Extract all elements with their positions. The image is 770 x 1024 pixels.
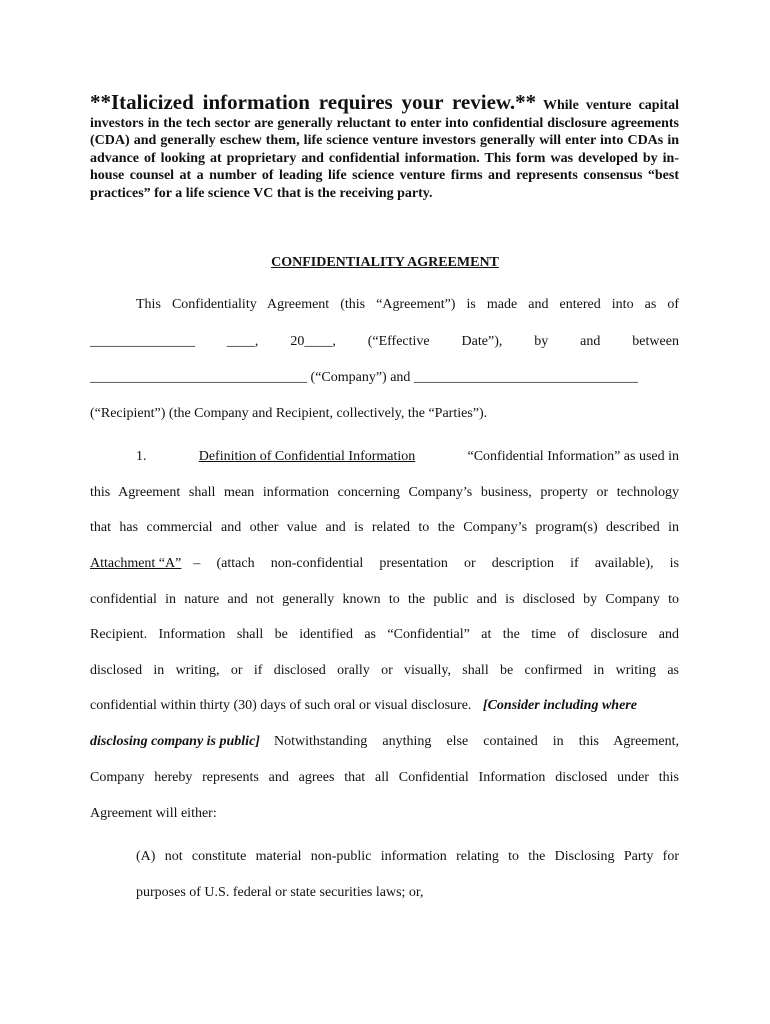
review-note-inline-2: disclosing company is public]: [90, 734, 260, 749]
agreement-title: CONFIDENTIALITY AGREEMENT: [271, 255, 499, 270]
section-1-number: 1.: [136, 449, 147, 464]
section-1-line-3: that has commercial and other value and is related to the Company’s program(s) described in: [90, 520, 679, 535]
review-note-inline: [Consider including where: [482, 698, 637, 713]
section-1-line-7: disclosed in writing, or if disclosed orally or visually, shall be confirmed in writing as: [90, 663, 679, 678]
section-1-line-5: confidential in nature and not generally known to the public and is disclosed by Company to: [90, 592, 679, 607]
section-1-line-11: Agreement will either:: [90, 806, 217, 821]
review-note-heading: **Italicized information requires your review.**: [90, 90, 537, 114]
year-blank: 20____,: [290, 334, 336, 349]
day-blank: ____,: [226, 334, 259, 349]
preamble-line-2: _______________ ____, 20____, (“Effective Date”), by and between: [90, 334, 679, 349]
attachment-a-reference: Attachment “A”: [90, 556, 182, 571]
preamble-line-3: _______________________________ (“Company”) and ________________________________: [90, 370, 638, 385]
clause-a-line-1: (A) not constitute material non-public information relating to the Disclosing Party for: [136, 849, 679, 864]
section-1-line-2: this Agreement shall mean information concerning Company’s business, property or technology: [90, 485, 679, 500]
preamble-line-4: (“Recipient”) (the Company and Recipient, collectively, the “Parties”).: [90, 406, 488, 421]
date-blank: _______________: [90, 334, 195, 349]
section-1-line-10: Company hereby represents and agrees that all Confidential Information disclosed under this: [90, 770, 679, 785]
section-1-line-9: disclosing company is public] Notwithstanding anything else contained in this Agreement,: [90, 734, 679, 749]
section-1-line-8: confidential within thirty (30) days of such oral or visual disclosure. [Consider including where: [90, 698, 637, 713]
preamble-line-1: This Confidentiality Agreement (this “Agreement”) is made and entered into as of: [136, 297, 679, 312]
review-note-text: While venture capital investors in the tech sector are generally reluctant to enter into confidential disclosure agreements (CDA) and generally eschew them, life science venture investors generally will enter into CDAs in advance of looking at proprietary and confidential information. This form was developed by in-house counsel at a number of leading life science venture firms and represents consensus “best practices” for a life science VC that is the receiving party.: [90, 98, 680, 201]
section-1-line-6: Recipient. Information shall be identified as “Confidential” at the time of disclosure and: [90, 627, 679, 642]
clause-a-line-2: purposes of U.S. federal or state securities laws; or,: [136, 885, 424, 900]
section-1-line-4: Attachment “A” – (attach non-confidential presentation or description if available), is: [90, 556, 679, 571]
section-1-heading: Definition of Confidential Information: [198, 449, 416, 464]
review-note: [90, 90, 680, 203]
section-1-line-1: 1. Definition of Confidential Information “Confidential Information” as used in: [136, 449, 679, 464]
recipient-blank: ________________________________: [413, 370, 638, 385]
company-blank: _______________________________: [90, 370, 307, 385]
